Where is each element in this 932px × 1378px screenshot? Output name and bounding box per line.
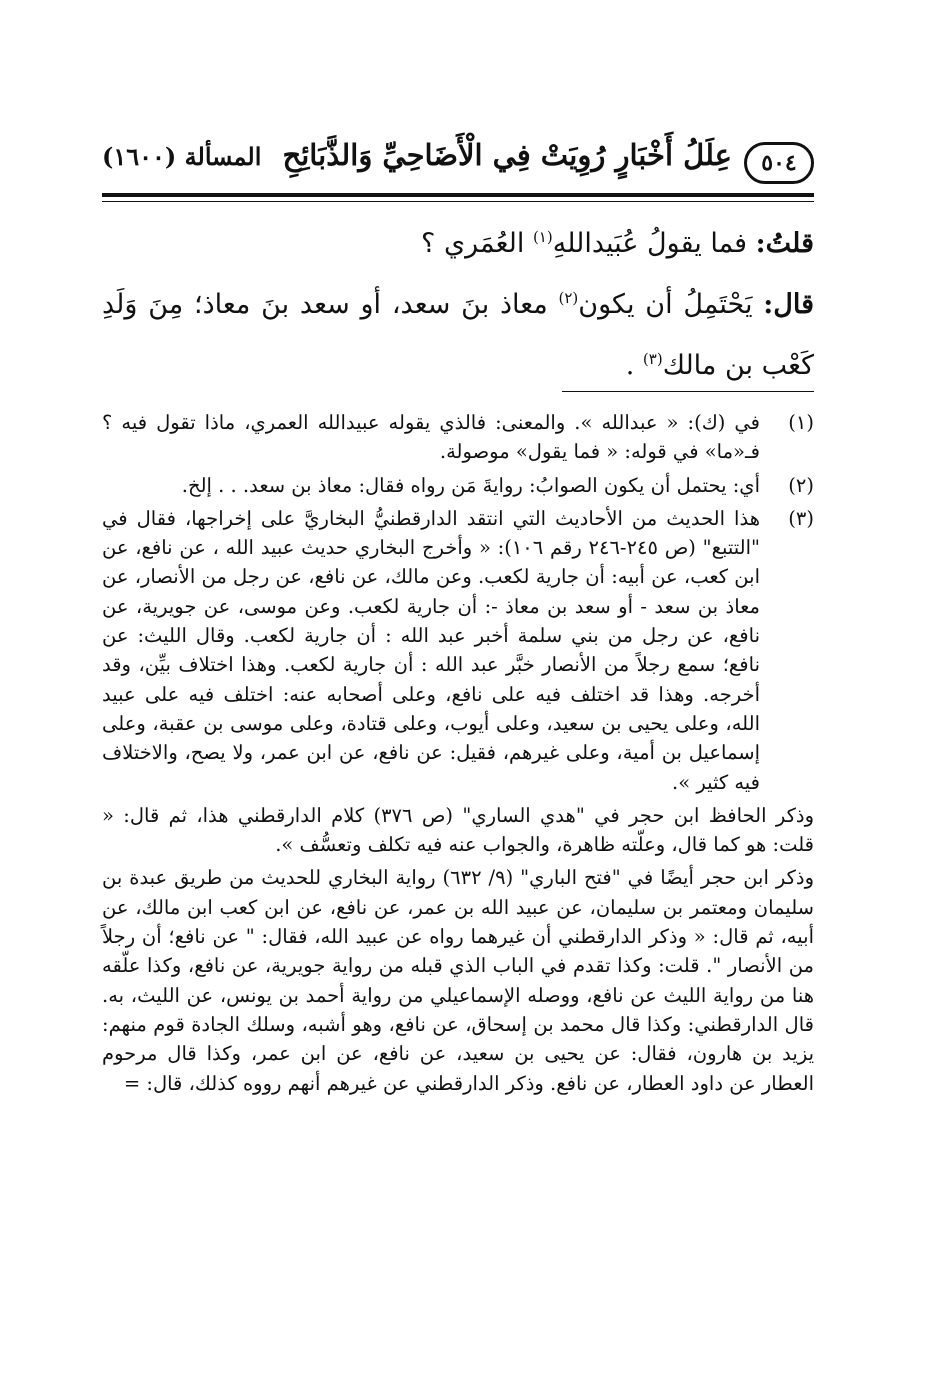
question-paragraph [102,210,814,271]
footnote-separator [562,391,814,392]
continuation-paragraph: وذكر ابن حجر أيضًا في "فتح الباري" (٩/ ٦٣٢) رواية البخاري للحديث من طريق عبدة بن سليمان ومعتمر بن سليمان، عن عبيد الله بن عمر، عن نافع، عن ابن كعب ابن مالك، عن أبيه، ثم قال: « وذكر الدارقطني أن غيرهما رواه عن عبيد الله، فقال: " عن نافع؛ أن رجلاً من الأنصار ". قلت: وكذا تقدم في الباب الذي قبله من رواية جويرية، عن نافع، وكذا علّقه هنا من رواية الليث عن نافع، ووصله الإسماعيلي من رواية أحمد بن يونس، عن الليث، به. قال الدارقطني: وكذا قال محمد بن إسحاق، عن نافع، وهو أشبه، وسلك الجادة قوم منهم: يزيد بن هارون، فقال: عن يحيى بن سعيد، عن نافع، عن ابن عمر، وكذا قال مرحوم العطار عن داود العطار، عن نافع. وذكر الدارقطني عن غيرهم أنهم رووه كذلك، قال: = [102,866,814,1095]
answer-text-after: . [625,350,643,381]
page-number-badge [744,142,814,184]
answer-paragraph [102,271,814,393]
footnote-text: في (ك): « عبدالله ». والمعنى: فالذي يقوله عبيدالله العمري، ماذا تقول فيه ؟ فـ«ما» في قوله: « فما يقول» موصولة. [102,411,760,464]
footnote-item [102,504,814,797]
footnote-continuation [102,801,814,1098]
question-speaker: قلتُ: [755,228,814,259]
header-rule-thin [102,201,814,202]
footnote-ref-2: (٢) [558,289,579,307]
main-text [102,210,814,393]
footnote-text: هذا الحديث من الأحاديث التي انتقد الدارقطنيُّ البخاريَّ على إخراجها، فقال في "التتبع" (ص ٢٤٥-٢٤٦ رقم ١٠٦): « وأخرج البخاري حديث عبيد الله ، عن نافع، عن ابن كعب، عن أبيه: أن جارية لكعب. وعن مالك، عن نافع، عن رجل من الأنصار، عن معاذ بن سعد - أو سعد بن معاذ -: أن جارية لكعب. وعن موسى، عن جويرية، عن نافع، عن رجل من بني سلمة أخبر عبد الله : أن جارية لكعب. وقال الليث: عن نافع؛ سمع رجلاً من الأنصار خبَّر عبد الله : أن جارية لكعب. وهذا اختلاف بيِّن، وقد أخرجه. وهذا قد اختلف فيه على نافع، وعلى أصحابه عنه: اختلف فيه على عبيد الله، وعلى يحيى بن سعيد، وعلى أيوب، وعلى قتادة، وعلى موسى بن عقبة، وعلى إسماعيل بن أمية، وعلى غيرهم، فقيل: عن نافع، عن ابن عمر، ولا يصح، والاختلاف فيه كثير ». [102,506,760,794]
page-number: ٥٠٤ [761,150,797,176]
answer-speaker: قال: [763,289,814,320]
running-title: عِلَلُ أَخْبَارٍ رُوِيَتْ فِي الْأَضَاحِيِّ وَالذَّبَائِحِ [282,138,732,172]
issue-label: المسألة (١٦٠٠) [102,142,262,171]
header-rule-thick [102,193,814,197]
continuation-paragraph: وذكر الحافظ ابن حجر في "هدي الساري" (ص ٣٧٦) كلام الدارقطني هذا، ثم قال: « قلت: هو كما قال، وعلّته ظاهرة، والجواب عنه فيه تكلف وتعسُّف ». [102,803,814,857]
footnote-number: (٣) [788,506,814,530]
footnote-item [102,408,814,467]
question-text-before: فما يقولُ عُبَيداللهِ [552,228,756,259]
answer-text-mid: معاذ بنَ سعد، أو سعد بنَ معاذ؛ مِنَ وَلَدِ كَعْب بن مالك [102,289,814,381]
footnote-ref-3: (٣) [642,350,663,368]
footnote-ref-1: (١) [532,228,553,246]
answer-text-before: يَحْتَمِلُ أن يكون [578,289,764,320]
footnote-number: (٢) [788,473,814,497]
question-text-after: العُمَري ؟ [421,228,533,259]
page-header [102,138,814,188]
footnote-item [102,471,814,500]
footnotes [102,408,814,1102]
footnote-number: (١) [788,411,814,434]
footnote-text: أي: يحتمل أن يكون الصوابُ: روايةَ مَن رواه فقال: معاذ بن سعد. . . إلخ. [181,473,760,497]
